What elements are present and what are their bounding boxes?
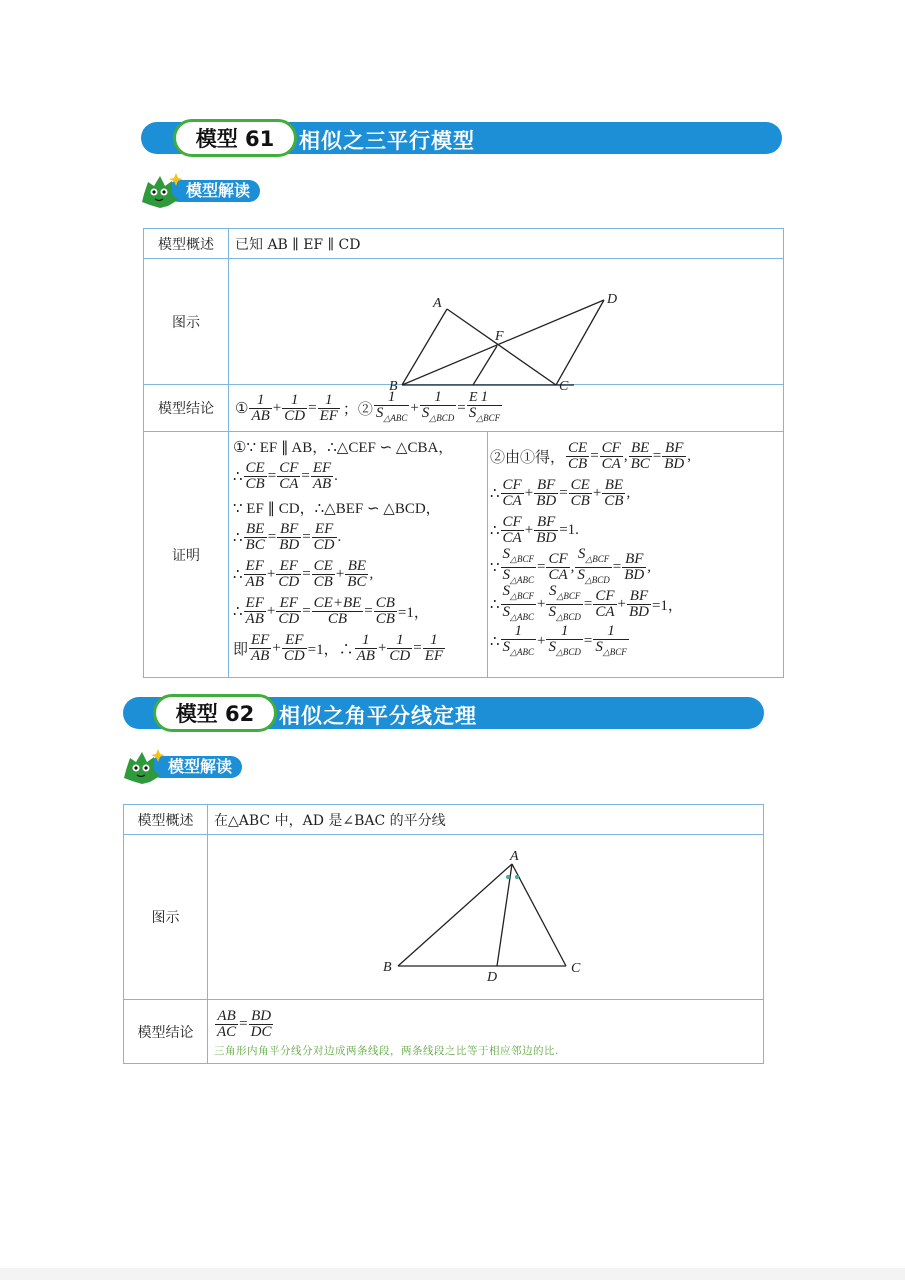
model61-table [143, 228, 784, 678]
point-E: E [469, 390, 478, 405]
proof-right-line-2: ∴ $\frac{CF}{CA}$ + $\frac{BF}{BD}$ = $\frac{CE}{CB}$ + $\frac{BE}{CB}$ , [490, 477, 631, 509]
model62-reading-label: 模型解读 [150, 756, 242, 778]
model61-reading-label: 模型解读 [168, 180, 260, 202]
conclusion-label: 模型结论 [124, 1000, 208, 1064]
model61-title: 相似之三平行模型 [299, 129, 475, 153]
overview-label: 模型概述 [124, 805, 208, 835]
proof-left-line-2: ∴ $\frac{CE}{CB}$ = $\frac{CF}{CA}$ = $\frac{EF}{AB}$ . [233, 460, 338, 492]
point-C: C [559, 379, 569, 394]
point-B: B [389, 379, 398, 394]
overview-text: 已知 AB ∥ EF ∥ CD [229, 229, 784, 259]
model61-conclusion: ① $\frac{1}{AB}$ + $\frac{1}{CD}$ = $\frac{1}{EF}$ ；② $\frac{1}{S_{\triangle ABC}}$ + $\frac{1}{S_{\triangle BCD}}$ = $\frac{1}{S_{\triangle BCF}}$ [229, 385, 784, 432]
point-D: D [487, 970, 498, 985]
overview-text: 在△ABC 中，AD 是∠BAC 的平分线 [208, 805, 764, 835]
frac-1-SBCD: $\frac{1}{S_{\triangle BCD}}$ [421, 389, 455, 423]
model62-reading-header [120, 754, 280, 780]
proof-right [488, 432, 784, 678]
point-C: C [571, 961, 581, 976]
frac-BD-DC: $\frac{BD}{DC}$ [250, 1007, 272, 1040]
conclusion-label: 模型结论 [144, 385, 229, 432]
proof-right-line-1: ②由①得， $\frac{CE}{CB}$ = $\frac{CF}{CA}$ , $\frac{BE}{BC}$ = $\frac{BF}{BD}$ , [490, 440, 691, 472]
bottom-strip [0, 1268, 905, 1280]
model62-table [123, 804, 764, 1064]
point-B: B [383, 960, 392, 975]
point-A: A [510, 849, 519, 864]
frac-1-AB: $\frac{1}{AB}$ [251, 391, 270, 424]
leaf-mascot-icon [138, 172, 184, 212]
leaf-mascot-icon [120, 748, 166, 788]
proof-right-line-4: ∵ $\frac{S_{\triangle BCF}}{S_{\triangle ABC}}$ = $\frac{CF}{CA}$ , $\frac{S_{\triangle BCF}}{S_{\triangle BCD}}$ = $\frac{BF}{BD}$ , [490, 546, 651, 585]
model62-badge: 模型 62 [153, 694, 277, 732]
model62-figure-cell [208, 835, 764, 1000]
model61-figure-cell [229, 259, 784, 405]
model61-banner [141, 122, 782, 154]
frac-1-EF: $\frac{1}{EF}$ [319, 391, 338, 424]
proof-left-line-5: ∴ $\frac{EF}{AB}$ + $\frac{EF}{CD}$ = $\frac{CE}{CB}$ + $\frac{BE}{BC}$ , [233, 558, 374, 590]
model62-conclusion: $\frac{AB}{AC}$ = $\frac{BD}{DC}$ 三角形内角平分线分对边成两条线段，两条线段之比等于相应邻边的比. [208, 1000, 764, 1064]
model61-badge: 模型 61 [173, 119, 297, 157]
model62-title: 相似之角平分线定理 [279, 704, 477, 728]
proof-label: 证明 [144, 432, 229, 678]
proof-left-line-6: ∴ $\frac{EF}{AB}$ + $\frac{EF}{CD}$ = $\frac{CE+BE}{CB}$ = $\frac{CB}{CB}$ =1， [233, 595, 429, 627]
proof-left [229, 432, 488, 678]
frac-1-SBCF: $\frac{1}{S_{\triangle BCF}}$ [468, 389, 501, 423]
three-parallel-figure [229, 259, 784, 405]
proof-left-line-7: 即 $\frac{EF}{AB}$ + $\frac{EF}{CD}$ =1，∴ $\frac{1}{AB}$ + $\frac{1}{CD}$ = $\frac{1}{EF}$ [233, 632, 444, 664]
proof-left-line-3: ∵ EF ∥ CD，∴△BEF ∽ △BCD， [233, 500, 441, 517]
c1-mark: ① [235, 400, 249, 417]
angle-bisector-figure [208, 835, 763, 995]
c2-mark: ；② [342, 401, 373, 418]
point-A: A [433, 296, 442, 311]
point-F: F [495, 329, 504, 344]
frac-1-SABC: $\frac{1}{S_{\triangle ABC}}$ [375, 389, 408, 423]
proof-left-line-4: ∴ $\frac{BE}{BC}$ = $\frac{BF}{BD}$ = $\frac{EF}{CD}$ . [233, 521, 342, 553]
figure-label: 图示 [124, 835, 208, 1000]
frac-1-CD: $\frac{1}{CD}$ [284, 391, 306, 424]
overview-label: 模型概述 [144, 229, 229, 259]
model62-banner [123, 697, 764, 729]
theorem-note: 三角形内角平分线分对边成两条线段，两条线段之比等于相应邻边的比. [214, 1045, 559, 1057]
point-D: D [607, 292, 618, 307]
frac-AB-AC: $\frac{AB}{AC}$ [217, 1007, 237, 1040]
model61-reading-header [138, 178, 298, 204]
proof-right-line-3: ∴ $\frac{CF}{CA}$ + $\frac{BF}{BD}$ =1. [490, 514, 579, 546]
proof-right-line-6: ∴ $\frac{1}{S_{\triangle ABC}}$ + $\frac{1}{S_{\triangle BCD}}$ = $\frac{1}{S_{\triangle BCF}}$ [490, 622, 627, 657]
proof-left-line-1: ①∵ EF ∥ AB，∴△CEF ∽ △CBA， [233, 439, 454, 456]
figure-label: 图示 [144, 259, 229, 385]
proof-right-line-5: ∴ $\frac{S_{\triangle BCF}}{S_{\triangle ABC}}$ + $\frac{S_{\triangle BCF}}{S_{\triangle BCD}}$ = $\frac{CF}{CA}$ + $\frac{BF}{BD}$ =1， [490, 583, 683, 622]
